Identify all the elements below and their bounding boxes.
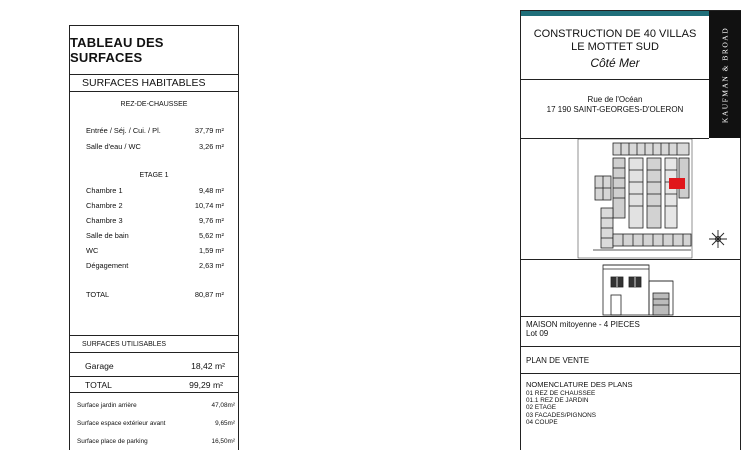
facade-drawing [603,265,673,315]
table-row [86,186,224,195]
level-name: REZ-DE-CHAUSSEE [120,101,188,108]
row-label: Entrée / Séj. / Cui. / Pl. [86,126,161,135]
address-box [521,79,709,139]
lot-number: Lot 09 [526,329,549,338]
table-row [86,201,224,210]
exterior-value: 16,50m² [211,438,235,445]
row-label: Chambre 1 [86,186,123,195]
garage-value: 18,42 m² [191,361,225,371]
row-value: 10,74 m² [194,201,224,210]
exterior-value: 47,08m² [211,402,235,409]
title-block [520,10,741,450]
exterior-label: Surface place de parking [77,438,148,445]
grand-total-value: 99,29 m² [189,380,223,390]
nomenclature-item: 03 FACADES/PIGNONS [526,411,596,419]
selected-lot-marker [669,178,685,189]
exterior-label: Surface espace extérieur avant [77,420,166,427]
total-value: 80,87 m² [194,290,224,299]
accent-band [521,11,709,16]
address-city: 17 190 SAINT-GEORGES-D'OLERON [546,105,684,114]
total-habitable-row [86,290,224,299]
row-value: 3,26 m² [198,142,224,151]
grand-total-label: TOTAL [85,380,112,390]
exterior-row [77,438,235,445]
row-value: 9,76 m² [198,216,224,225]
garage-row [85,361,225,371]
row-value: 1,59 m² [198,246,224,255]
project-title: CONSTRUCTION DE 40 VILLAS [533,28,697,40]
table-row [86,142,224,151]
habitable-header: SURFACES HABITABLES [70,74,238,92]
row-label: Salle de bain [86,231,129,240]
row-label: Chambre 3 [86,216,123,225]
exterior-value: 9,65m² [215,420,235,427]
exterior-row [77,402,235,409]
site-plan [521,138,740,260]
compass-icon [709,230,727,248]
row-label: Dégagement [86,261,129,270]
row-value: 37,79 m² [194,126,224,135]
table-row [86,216,224,225]
row-value: 2,63 m² [198,261,224,270]
address-street: Rue de l'Océan [587,95,643,104]
row-value: 9,48 m² [198,186,224,195]
table-row [86,231,224,240]
exterior-row [77,420,235,427]
row-label: Chambre 2 [86,201,123,210]
plan-type-box [521,347,740,374]
surfaces-table [69,25,239,450]
row-label: Salle d'eau / WC [86,142,141,151]
nomenclature-item: 04 COUPE [526,418,558,426]
nomenclature-item: 02 ETAGE [526,404,557,412]
row-value: 5,62 m² [198,231,224,240]
house-type: MAISON mitoyenne - 4 PIECES [526,320,640,329]
nomenclature-item: 01 REZ DE CHAUSSEE [526,390,596,397]
total-label: TOTAL [86,290,110,299]
table-row [86,261,224,270]
exterior-label: Surface jardin arrière [77,402,137,409]
nomenclature-box [521,374,740,451]
plan-type: PLAN DE VENTE [526,356,590,365]
project-subtitle: LE MOTTET SUD [571,41,659,53]
grand-total-row [70,376,238,393]
project-header [521,11,709,80]
project-name: Côté Mer [590,56,640,70]
level-name: ETAGE 1 [139,172,169,179]
brand-logo [709,11,741,138]
table-row [86,246,224,255]
facade-elevation [521,259,740,317]
garage-label: Garage [85,361,114,371]
nomenclature-title: NOMENCLATURE DES PLANS [526,380,633,389]
brand-text: KAUFMAN & BROAD [720,26,730,123]
table-row [86,126,224,135]
nomenclature-item: 01.1 REZ DE JARDIN [526,397,589,405]
table-title: TABLEAU DES SURFACES [70,26,238,75]
house-info [521,316,740,347]
row-label: WC [86,246,99,255]
utilisables-header: SURFACES UTILISABLES [70,335,238,353]
site-plan-drawing [578,139,692,258]
